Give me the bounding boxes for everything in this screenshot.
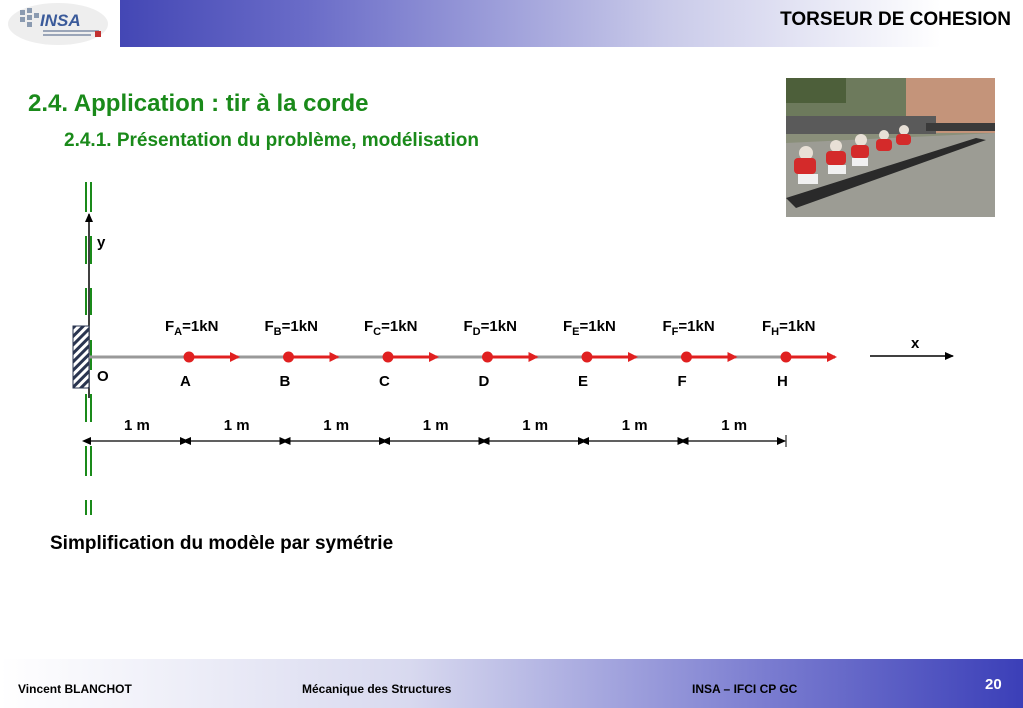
force-label-d	[464, 318, 517, 338]
force-value: =1kN	[779, 318, 816, 335]
dimension-label: 1 m	[621, 417, 648, 434]
fixed-support	[73, 326, 89, 388]
point-f	[681, 352, 692, 363]
section-title: 2.4. Application : tir à la corde	[28, 90, 369, 117]
subsection-title: 2.4.1. Présentation du problème, modélisation	[64, 130, 479, 151]
force-value: =1kN	[579, 318, 616, 335]
footer-course: Mécanique des Structures	[302, 682, 452, 696]
point-label-h: H	[777, 373, 788, 390]
footer-institution: INSA – IFCI CP GC	[692, 682, 798, 696]
force-value: =1kN	[480, 318, 517, 335]
footer-author: Vincent BLANCHOT	[18, 682, 132, 696]
dimension-layer	[90, 417, 786, 447]
point-label-a: A	[180, 373, 191, 390]
force-symbol: F	[662, 318, 672, 335]
dimension-label: 1 m	[124, 417, 150, 434]
force-symbol: F	[463, 318, 473, 335]
point-label-f: F	[677, 373, 687, 390]
force-label-a	[165, 318, 218, 338]
dimension-label: 1 m	[323, 417, 350, 434]
dimension-label: 1 m	[223, 417, 250, 434]
point-b	[283, 352, 294, 363]
x-axis-label: x	[911, 335, 920, 352]
force-subscript: D	[472, 326, 481, 338]
force-label-e	[563, 318, 616, 338]
force-value: =1kN	[678, 318, 715, 335]
point-label-b: B	[279, 373, 291, 390]
dimension-label: 1 m	[721, 417, 748, 434]
force-symbol: F	[165, 318, 175, 335]
force-value: =1kN	[281, 318, 318, 335]
point-label-d: D	[478, 373, 490, 390]
force-symbol: F	[364, 318, 374, 335]
force-value: =1kN	[182, 318, 219, 335]
dimension-label: 1 m	[522, 417, 549, 434]
force-label-b	[265, 318, 318, 338]
force-symbol: F	[762, 318, 772, 335]
force-label-f	[663, 318, 715, 338]
point-a	[184, 352, 195, 363]
point-e	[582, 352, 593, 363]
force-value: =1kN	[381, 318, 418, 335]
force-subscript: F	[671, 326, 679, 338]
dimension-label: 1 m	[422, 417, 449, 434]
point-c	[383, 352, 394, 363]
force-subscript: B	[273, 326, 282, 338]
force-symbol: F	[563, 318, 573, 335]
point-d	[482, 352, 493, 363]
page-number: 20	[985, 676, 1002, 693]
origin-label: O	[97, 368, 109, 385]
header-title: TORSEUR DE COHESION	[780, 9, 1011, 30]
force-subscript: C	[373, 326, 382, 338]
caption: Simplification du modèle par symétrie	[50, 533, 394, 554]
points-layer	[165, 318, 835, 390]
force-label-h	[762, 318, 815, 338]
footer-band	[0, 659, 1023, 708]
svg-text:INSA: INSA	[40, 11, 81, 30]
force-label-c	[364, 318, 417, 338]
force-subscript: H	[771, 326, 780, 338]
force-subscript: E	[572, 326, 580, 338]
force-subscript: A	[174, 326, 183, 338]
force-symbol: F	[264, 318, 274, 335]
point-label-e: E	[578, 373, 589, 390]
point-label-c: C	[379, 373, 390, 390]
point-h	[781, 352, 792, 363]
y-axis-label: y	[97, 234, 106, 251]
